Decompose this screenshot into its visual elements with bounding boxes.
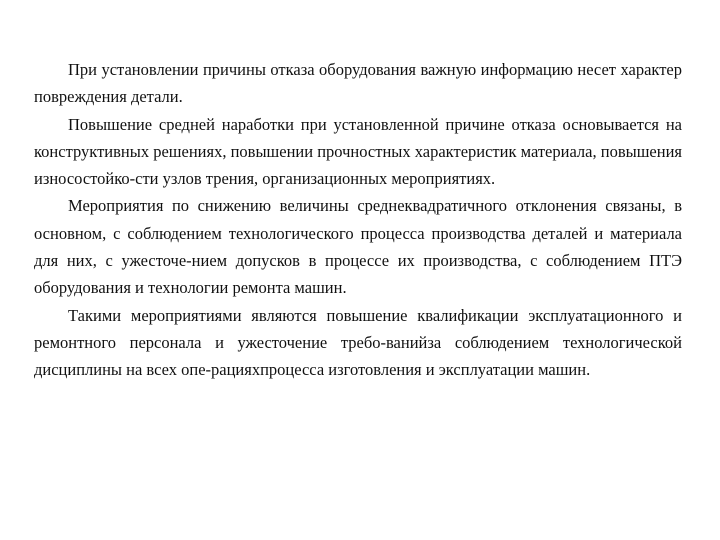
document-text-block xyxy=(34,56,682,384)
paragraph-failure-cause: При установлении причины отказа оборудования важную информацию несет характер повреждения детали. xyxy=(34,60,682,107)
paragraph-mean-time-improvement: Повышение средней наработки при установленной причине отказа основывается на конструктивных решениях, повышении прочностных характеристик материала, повышения износостойко-сти узлов трения, организационных мероприятиях. xyxy=(34,114,682,189)
paragraph-deviation-reduction: Мероприятия по снижению величины среднеквадратичного отклонения связаны, в основном, с соблюдением технологического процесса производства деталей и материала для них, с ужесточе-нием допусков в процессе их производства, с соблюдением ПТЭ оборудования и технологии ремонта машин. xyxy=(34,196,682,298)
paragraph-measures: Такими мероприятиями являются повышение квалификации эксплуатационного и ремонтного персонала и ужесточение требо-ванийза соблюдением технологической дисциплины на всех опе-рацияхпроцесса изготовления и эксплуатации машин. xyxy=(34,305,682,380)
